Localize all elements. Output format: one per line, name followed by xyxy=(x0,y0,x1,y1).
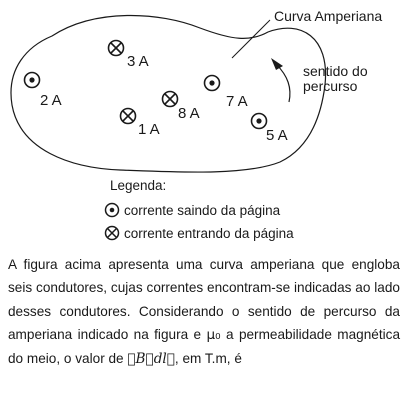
conductor-label: 5 A xyxy=(266,127,288,144)
legend-out-of-page-icon xyxy=(106,204,119,217)
conductor-into-page xyxy=(121,109,136,124)
question-text-before: A figura acima apresenta uma curva amperiana que engloba seis condutores, cujas correntes encontram-se indicadas ao lado desses condutores. Considerando o sentido de percurso da amperiana indicado na figura e xyxy=(8,257,400,342)
direction-arrow xyxy=(276,64,290,102)
question-text-after: , em T.m, é xyxy=(174,351,242,367)
legend-out-of-page-label: corrente saindo da página xyxy=(124,203,281,218)
direction-label-line1: sentido do xyxy=(303,63,368,79)
conductor-out-of-page xyxy=(25,73,40,88)
conductor-label: 2 A xyxy=(40,92,62,109)
conductor-label: 3 A xyxy=(127,53,149,70)
direction-label-line2: percurso xyxy=(303,78,358,94)
direction-arrow-head xyxy=(271,58,283,70)
question-text xyxy=(8,253,400,371)
curve-label-pointer xyxy=(232,20,270,58)
line-integral-expression: ∮B⃗dl⃗ xyxy=(127,351,175,368)
question-paragraph xyxy=(8,253,400,371)
question-text-middle: a permeabilidade magnética do meio, o valor de xyxy=(8,326,400,367)
legend-title: Legenda: xyxy=(110,178,167,193)
mu-zero-symbol: μ₀ xyxy=(206,326,221,343)
conductor-label: 1 A xyxy=(138,121,160,138)
conductor-out-of-page xyxy=(205,76,220,91)
curve-label: Curva Amperiana xyxy=(274,8,383,24)
conductor-label: 7 A xyxy=(226,93,248,110)
conductor-into-page xyxy=(109,41,124,56)
conductor-out-of-page xyxy=(252,114,267,129)
conductor-into-page xyxy=(163,92,178,107)
conductor-label: 8 A xyxy=(178,105,200,122)
legend-into-page-icon xyxy=(106,227,119,240)
legend-into-page-label: corrente entrando da página xyxy=(124,226,294,241)
